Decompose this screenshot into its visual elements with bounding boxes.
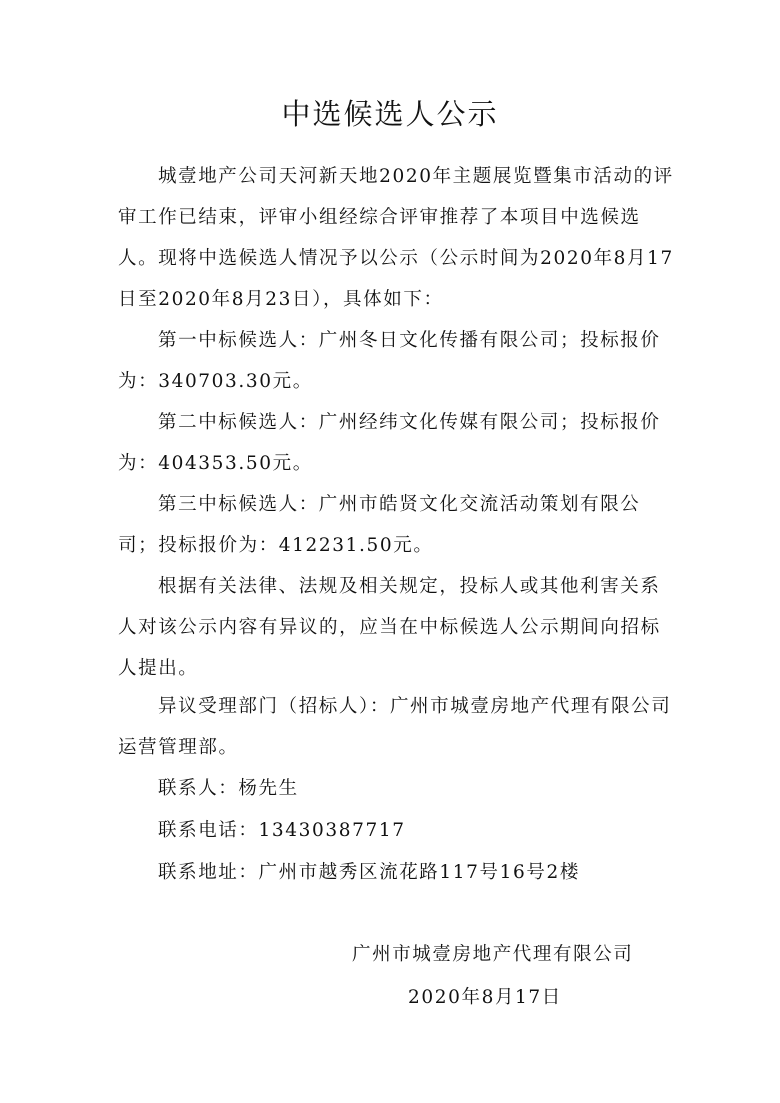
contact-address: 联系地址：广州市越秀区流花路117号16号2楼 xyxy=(158,862,580,883)
candidate-second: 第二中标候选人：广州经纬文化传媒有限公司；投标报价为：404353.50元。 xyxy=(118,412,661,474)
intro-paragraph: 城壹地产公司天河新天地2020年主题展览暨集市活动的评审工作已结束，评审小组经综合评审推荐了本项目中选候选人。现将中选候选人情况予以公示（公示时间为2020年8月17日至2020年8月23日），具体如下： xyxy=(118,166,674,310)
contact-person: 联系人：杨先生 xyxy=(158,778,299,799)
candidate-third: 第三中标候选人：广州市皓贤文化交流活动策划有限公司；投标报价为：412231.50元。 xyxy=(118,494,641,556)
page-title: 中选候选人公示 xyxy=(281,97,499,131)
contact-phone: 联系电话：13430387717 xyxy=(158,820,406,841)
signature-date: 2020年8月17日 xyxy=(408,987,562,1008)
objection-rule-paragraph: 根据有关法律、法规及相关规定，投标人或其他利害关系人对该公示内容有异议的，应当在中标候选人公示期间向招标人提出。 xyxy=(118,576,661,679)
candidate-first: 第一中标候选人：广州冬日文化传播有限公司；投标报价为：340703.30元。 xyxy=(118,330,661,392)
signature-company: 广州市城壹房地产代理有限公司 xyxy=(352,944,634,965)
objection-dept-paragraph: 异议受理部门（招标人）：广州市城壹房地产代理有限公司运营管理部。 xyxy=(118,696,672,758)
